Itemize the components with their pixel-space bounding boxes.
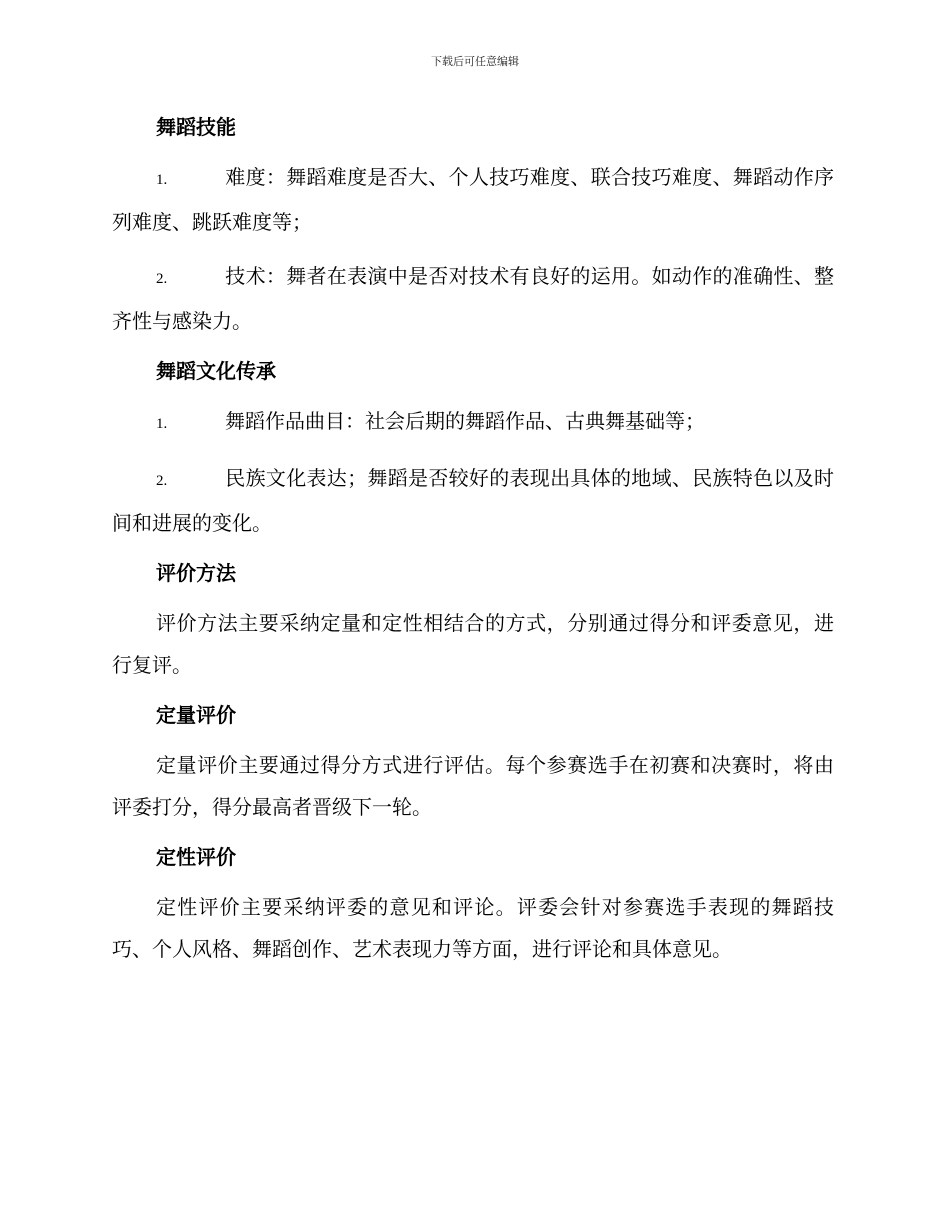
paragraph-qualitative: 定性评价主要采纳评委的意见和评论。评委会针对参赛选手表现的舞蹈技巧、个人风格、舞蹈创作、艺术表现力等方面，进行评论和具体意见。 bbox=[112, 895, 834, 961]
paragraph-quantitative: 定量评价主要通过得分方式进行评估。每个参赛选手在初赛和决赛时，将由评委打分，得分最高者晋级下一轮。 bbox=[112, 753, 834, 819]
list-item-text: 民族文化表达；舞蹈是否较好的表现出具体的地域、民族特色以及时间和进展的变化。 bbox=[112, 466, 834, 535]
paragraph-method: 评价方法主要采纳定量和定性相结合的方式，分别通过得分和评委意见，进行复评。 bbox=[112, 611, 834, 677]
list-item-number: 1. bbox=[156, 416, 168, 432]
document-body bbox=[112, 108, 834, 970]
list-item bbox=[112, 255, 834, 342]
section-heading-qualitative: 定性评价 bbox=[156, 845, 236, 869]
list-item-number: 2. bbox=[156, 271, 168, 287]
list-item-text: 舞蹈作品曲目：社会后期的舞蹈作品、古典舞基础等； bbox=[225, 409, 705, 433]
list-item bbox=[112, 400, 834, 445]
section-heading-method: 评价方法 bbox=[156, 561, 236, 585]
page-header: 下载后可任意编辑 bbox=[431, 55, 519, 68]
list-item bbox=[112, 457, 834, 544]
section-heading-culture: 舞蹈文化传承 bbox=[156, 359, 276, 383]
list-item-text: 难度：舞蹈难度是否大、个人技巧难度、联合技巧难度、舞蹈动作序列难度、跳跃难度等； bbox=[112, 165, 834, 234]
list-item-number: 2. bbox=[156, 473, 168, 489]
list-item bbox=[112, 156, 834, 243]
section-heading-quantitative: 定量评价 bbox=[156, 703, 236, 727]
list-item-text: 技术：舞者在表演中是否对技术有良好的运用。如动作的准确性、整齐性与感染力。 bbox=[112, 264, 834, 333]
section-heading-dance-skill: 舞蹈技能 bbox=[156, 115, 236, 139]
list-item-number: 1. bbox=[156, 172, 168, 188]
